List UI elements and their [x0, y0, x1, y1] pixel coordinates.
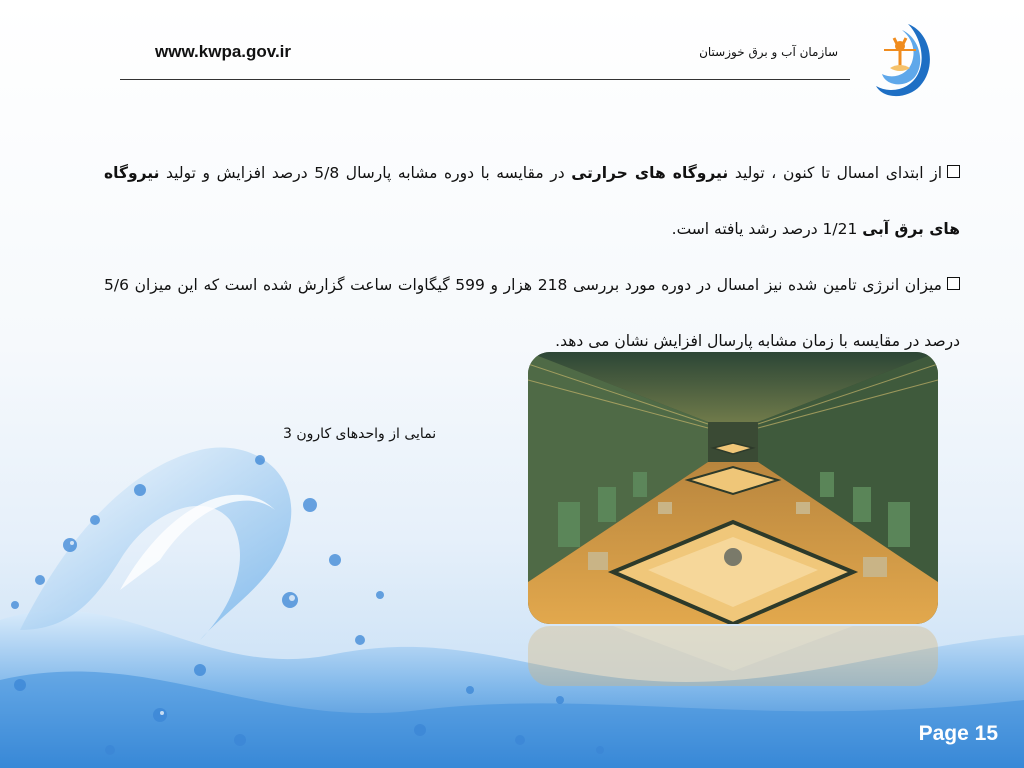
bullet-paragraph-1: [104, 145, 960, 257]
website-url[interactable]: www.kwpa.gov.ir: [155, 42, 292, 61]
organization-name: سازمان آب و برق خوزستان: [699, 45, 838, 59]
kwpa-logo-icon: [868, 20, 934, 100]
paragraph-2-text: میزان انرژی تامین شده نیز امسال در دوره مورد بررسی 218 هزار و 599 گیگاوات ساعت گزارش شده است که این میزان 5/6 درصد در مقایسه با زمان مشابه پارسال افزایش نشان می دهد.: [104, 276, 960, 350]
photo-caption: نمایی از واحدهای کارون 3: [283, 426, 437, 442]
paragraph-1-text-1: از ابتدای امسال تا کنون ، تولید: [728, 164, 943, 182]
powerhouse-photo: [528, 352, 938, 624]
header-divider: [120, 79, 850, 80]
page-number: Page 15: [918, 722, 998, 745]
paragraph-1-bold-thermal: نیروگاه های حرارتی: [571, 164, 729, 182]
checkbox-bullet-icon: [947, 165, 960, 178]
paragraph-1-text-3: 1/21 درصد رشد یافته است.: [671, 220, 863, 238]
paragraph-1-bold-hydro: نیروگاه های برق آبی: [104, 164, 960, 238]
paragraph-1-text-2: در مقایسه با دوره مشابه پارسال 5/8 درصد افزایش و تولید: [159, 164, 572, 182]
photo-reflection: [528, 626, 938, 686]
slide-body: [104, 145, 960, 369]
checkbox-bullet-icon: [947, 277, 960, 290]
